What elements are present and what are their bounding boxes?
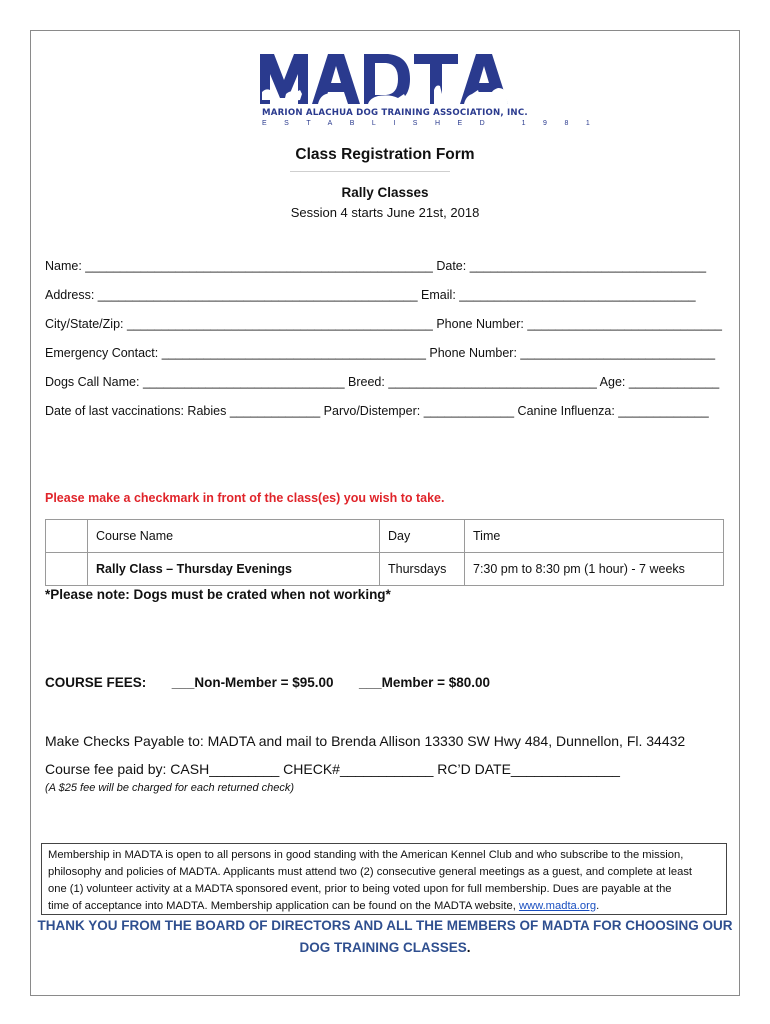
membership-line-4-text: time of acceptance into MADTA. Membership application can be found on the MADTA website, xyxy=(48,900,519,912)
membership-info-box xyxy=(41,843,727,915)
fee-paid-by-field[interactable]: Course fee paid by: CASH_________ CHECK#____________ RC’D DATE______________ xyxy=(45,761,620,777)
thank-you-period: . xyxy=(466,940,471,955)
form-subtitle: Rally Classes xyxy=(341,185,429,200)
course-time-cell: 7:30 pm to 8:30 pm (1 hour) - 7 weeks xyxy=(465,553,724,586)
course-name-cell: Rally Class – Thursday Evenings xyxy=(88,553,380,586)
membership-line-4-end: . xyxy=(596,900,600,912)
membership-line-2: philosophy and policies of MADTA. Applicants must attend two (2) consecutive general meetings as a guest, and complete at least xyxy=(48,866,693,878)
logo-organization-name: MARION ALACHUA DOG TRAINING ASSOCIATION, INC. xyxy=(262,108,528,118)
emergency-contact-field[interactable]: Emergency Contact: ______________________________________ Phone Number: ____________________________ xyxy=(45,346,716,360)
course-checkbox-cell[interactable] xyxy=(46,553,88,586)
fees-label: COURSE FEES: xyxy=(45,675,147,690)
table-header-row xyxy=(46,520,724,553)
address-email-field[interactable]: Address: ______________________________________________ Email: __________________________________ xyxy=(45,288,696,302)
checkmark-instruction: Please make a checkmark in front of the class(es) you wish to take. xyxy=(45,491,445,505)
member-fee[interactable]: ___Member = $80.00 xyxy=(359,675,491,690)
course-day-cell: Thursdays xyxy=(380,553,465,586)
course-name-header: Course Name xyxy=(88,520,380,553)
non-member-fee[interactable]: ___Non-Member = $95.00 xyxy=(171,675,334,690)
checkbox-header-cell xyxy=(46,520,88,553)
vaccination-field[interactable]: Date of last vaccinations: Rabies _____________ Parvo/Distemper: _____________ Canine Influenza: _____________ xyxy=(45,404,709,418)
form-title: Class Registration Form xyxy=(295,146,475,163)
membership-line-4 xyxy=(48,898,720,915)
membership-line-3: one (1) volunteer activity at a MADTA sponsored event, prior to being voted upon for full membership. Dues are payable at the xyxy=(48,883,672,895)
course-fees xyxy=(45,675,490,690)
returned-check-note: (A $25 fee will be charged for each returned check) xyxy=(45,782,295,794)
madta-website-link[interactable]: www.madta.org xyxy=(518,900,597,912)
dog-info-field[interactable]: Dogs Call Name: _____________________________ Breed: ______________________________ Age: _____________ xyxy=(45,375,720,389)
session-date: Session 4 starts June 21st, 2018 xyxy=(290,205,480,220)
thank-you-line-2 xyxy=(30,940,740,955)
course-table xyxy=(45,519,724,586)
thank-you-line-1: THANK YOU FROM THE BOARD OF DIRECTORS AND ALL THE MEMBERS OF MADTA FOR CHOOSING OUR xyxy=(37,918,733,933)
madta-logo xyxy=(258,50,608,130)
crate-note: *Please note: Dogs must be crated when not working* xyxy=(45,587,391,602)
time-header: Time xyxy=(465,520,724,553)
logo-letters-icon xyxy=(258,50,518,106)
title-divider xyxy=(290,171,450,172)
day-header: Day xyxy=(380,520,465,553)
name-date-field[interactable]: Name: __________________________________________________ Date: __________________________________ xyxy=(45,259,707,273)
thank-you-line-2-text: DOG TRAINING CLASSES xyxy=(299,940,467,955)
checks-payable: Make Checks Payable to: MADTA and mail to Brenda Allison 13330 SW Hwy 484, Dunnellon, Fl. 34432 xyxy=(45,733,686,749)
logo-established: ESTABLISHED 1981 xyxy=(262,120,608,127)
city-phone-field[interactable]: City/State/Zip: ____________________________________________ Phone Number: ____________________________ xyxy=(45,317,723,331)
table-row xyxy=(46,553,724,586)
membership-line-1: Membership in MADTA is open to all persons in good standing with the American Kennel Club and who subscribe to the mission, xyxy=(48,849,684,861)
